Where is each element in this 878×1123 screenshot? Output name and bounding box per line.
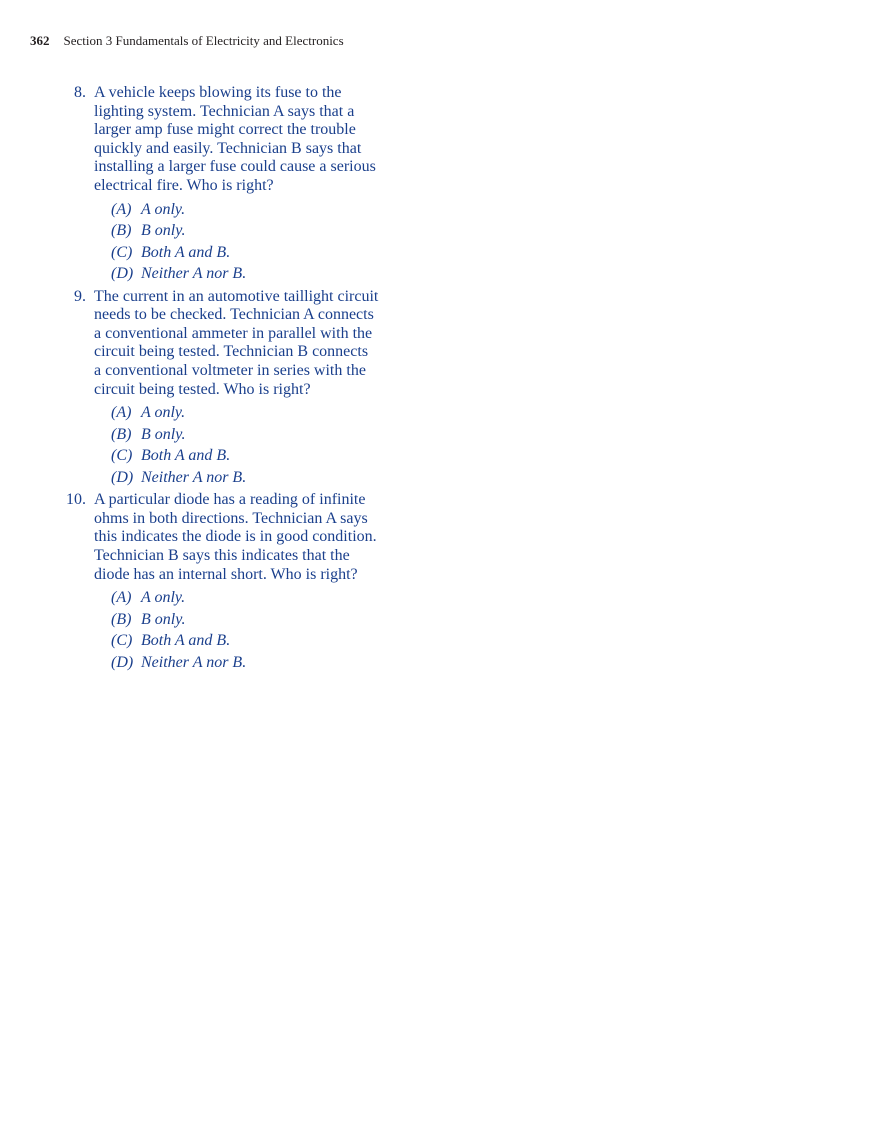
option-text: Neither A nor B. [141, 653, 247, 671]
option-text: Both A and B. [141, 632, 231, 650]
answer-option-c [111, 242, 412, 264]
answer-options [94, 199, 412, 285]
option-letter: (A) [111, 200, 132, 218]
question-text-line: The current in an automotive taillight circuit [94, 287, 379, 305]
question-text-line: circuit being tested. Who is right? [94, 380, 311, 398]
question-8 [62, 84, 412, 285]
option-text: B only. [141, 610, 186, 628]
option-letter: (D) [111, 265, 134, 283]
answer-option-b [111, 609, 412, 631]
question-9 [62, 288, 412, 489]
question-text-line: electrical fire. Who is right? [94, 176, 274, 194]
question-text-line: a conventional ammeter in parallel with the [94, 324, 373, 342]
question-text-line: installing a larger fuse could cause a serious [94, 158, 376, 176]
option-text: B only. [141, 425, 186, 443]
question-text-line: needs to be checked. Technician A connects [94, 306, 374, 324]
question-text-line: A vehicle keeps blowing its fuse to the [94, 84, 342, 101]
question-text-line: larger amp fuse might correct the trouble [94, 121, 356, 139]
page-number: 362 [30, 33, 50, 48]
question-number: 9. [74, 287, 86, 305]
option-text: Both A and B. [141, 243, 231, 261]
option-letter: (B) [111, 222, 132, 240]
option-letter: (B) [111, 425, 132, 443]
question-list [62, 84, 412, 676]
option-text: B only. [141, 222, 186, 240]
answer-option-a [111, 199, 412, 221]
answer-option-d [111, 652, 412, 674]
question-text-line: circuit being tested. Technician B connects [94, 343, 369, 361]
option-text: Neither A nor B. [141, 468, 247, 486]
option-letter: (B) [111, 610, 132, 628]
answer-options [94, 402, 412, 488]
option-text: Both A and B. [141, 447, 231, 465]
answer-option-c [111, 445, 412, 467]
answer-option-a [111, 402, 412, 424]
option-text: Neither A nor B. [141, 265, 247, 283]
option-text: A only. [141, 200, 186, 218]
question-text-line: quickly and easily. Technician B says that [94, 139, 362, 157]
option-letter: (C) [111, 632, 133, 650]
option-letter: (C) [111, 243, 133, 261]
question-text-line: lighting system. Technician A says that a [94, 102, 355, 120]
section-title: Section 3 Fundamentals of Electricity and Electronics [63, 33, 344, 48]
option-letter: (A) [111, 404, 132, 422]
answer-option-b [111, 424, 412, 446]
question-text-line: diode has an internal short. Who is right? [94, 565, 358, 583]
answer-option-d [111, 467, 412, 489]
page-header [30, 33, 344, 49]
question-text-line: this indicates the diode is in good condition. [94, 528, 377, 546]
option-letter: (D) [111, 468, 134, 486]
option-letter: (C) [111, 447, 133, 465]
question-number: 10. [66, 491, 86, 509]
question-text-line: Technician B says this indicates that the [94, 546, 350, 564]
option-text: A only. [141, 589, 186, 607]
question-text-line: a conventional voltmeter in series with the [94, 361, 366, 379]
option-letter: (D) [111, 653, 134, 671]
question-text-line: A particular diode has a reading of infinite [94, 491, 366, 509]
question-10 [62, 491, 412, 673]
answer-option-d [111, 263, 412, 285]
option-letter: (A) [111, 589, 132, 607]
answer-option-c [111, 630, 412, 652]
question-text-line: ohms in both directions. Technician A says [94, 509, 368, 527]
answer-option-b [111, 220, 412, 242]
option-text: A only. [141, 404, 186, 422]
question-number: 8. [74, 84, 86, 101]
answer-option-a [111, 587, 412, 609]
answer-options [94, 587, 412, 673]
